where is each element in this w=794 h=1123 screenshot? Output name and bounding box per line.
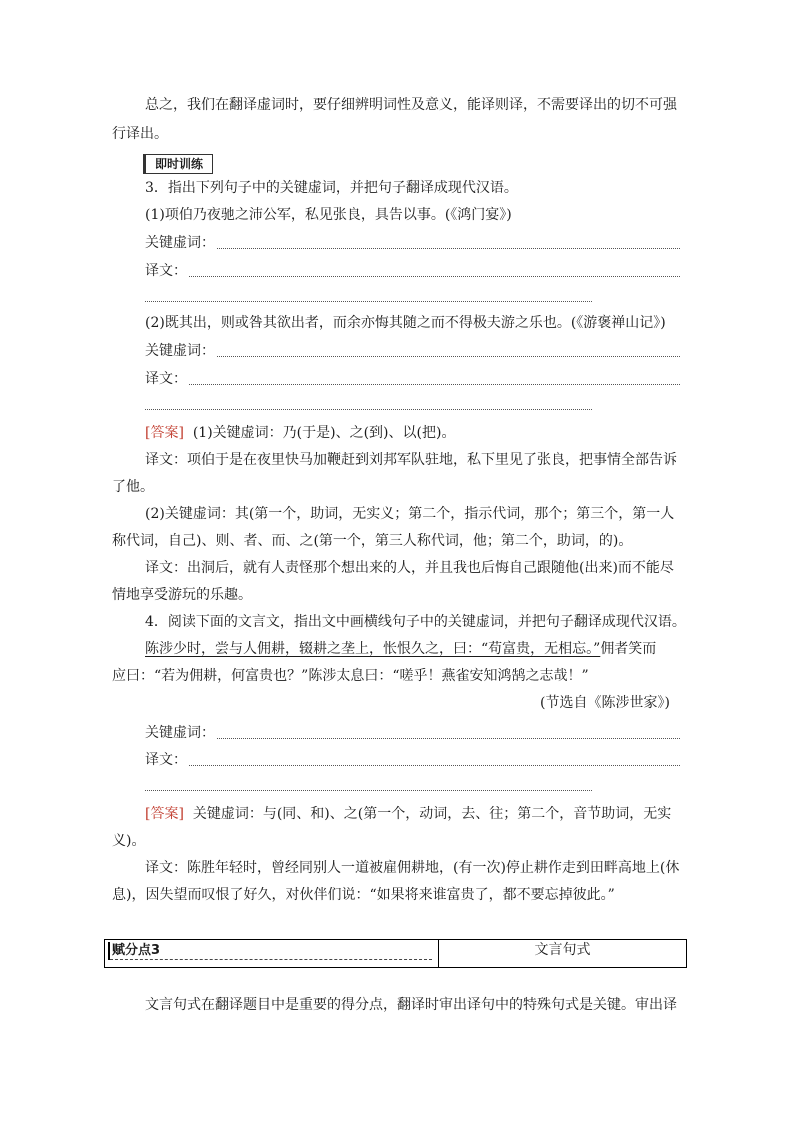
q3-sentence-2: (2)既其出，则或咎其欲出者，而余亦悔其随之而不得极夫游之乐也。(《游褒禅山记》): [145, 315, 666, 331]
q4-translation-blank: [189, 765, 680, 766]
intro-line-2: 行译出。: [112, 126, 168, 142]
q3-answer-2-translation-1: 译文：出洞后，就有人责怪那个想出来的人，并且我也后悔自己跟随他(出来)而不能尽: [145, 560, 674, 576]
q4-passage-line-2: 应曰：“若为佣耕，何富贵也？”陈涉太息曰：“嗟乎！燕雀安知鸿鹄之志哉！”: [112, 668, 589, 684]
section-label-cell: [105, 940, 439, 967]
q3-2-translation-blank: [189, 384, 680, 385]
q3-2-translation-label: 译文：: [145, 371, 187, 387]
q4-translation-blank-2: [145, 790, 592, 791]
q3-1-translation-blank: [189, 276, 680, 277]
q4-passage-rest: 佣者笑而: [600, 641, 657, 657]
q3-2-translation-blank-2: [145, 409, 592, 410]
q3-answer-2-keywords-1: (2)关键虚词：其(第一个，助词，无实义；第二个，指示代词，那个；第三个，第一人: [145, 506, 675, 522]
section-label: 赋分点3: [108, 942, 160, 960]
q3-stem: 3．指出下列句子中的关键虚词，并把句子翻译成现代汉语。: [145, 180, 518, 196]
q3-1-translation-label: 译文：: [145, 263, 187, 279]
q3-answer-1-translation-2: 了他。: [112, 479, 154, 495]
q4-stem: 4．阅读下面的文言文，指出文中画横线句子中的关键虚词，并把句子翻译成现代汉语。: [145, 614, 686, 630]
q3-1-keywords-blank: [217, 248, 680, 249]
q3-answer-1-translation-1: 译文：项伯于是在夜里快马加鞭赶到刘邦军队驻地，私下里见了张良，把事情全部告诉: [145, 452, 677, 468]
section-label-dash: [110, 959, 432, 960]
q3-1-keywords-label: 关键虚词：: [145, 235, 215, 251]
q3-answer-2-translation-2: 情地享受游玩的乐趣。: [112, 587, 252, 603]
q3-sentence-1: (1)项伯乃夜驰之沛公军，私见张良，具告以事。(《鸿门宴》): [145, 207, 512, 223]
outro-line: 文言句式在翻译题目中是重要的得分点，翻译时审出译句中的特殊句式是关键。审出译: [145, 997, 677, 1013]
q4-answer-keywords-2: 义)。: [112, 833, 146, 849]
answer-tag: [答案]: [145, 425, 184, 441]
q4-answer-line: [145, 804, 671, 824]
q3-answer-2-keywords-2: 称代词，自己)、则、者、而、之(第一个，第三人称代词，他；第二个，助词，的)。: [112, 533, 633, 549]
q4-source: (节选自《陈涉世家》): [540, 695, 670, 711]
intro-line-1: 总之，我们在翻译虚词时，要仔细辨明词性及意义，能译则译，不需要译出的切不可强: [145, 97, 677, 113]
section-title: 文言句式: [534, 942, 591, 958]
q4-answer-keywords-1: 关键虚词：与(同、和)、之(第一个，动词，去、往；第二个，音节助词，无实: [192, 806, 672, 822]
q4-underlined-sentence: 陈涉少时，尝与人佣耕，辍耕之垄上，怅恨久之，曰：“苟富贵，无相忘。”: [145, 641, 601, 657]
practice-tag: 即时训练: [143, 154, 213, 174]
q4-keywords-blank: [217, 738, 680, 739]
q3-answer-line: [145, 423, 455, 443]
q3-answer-1-keywords: (1)关键虚词：乃(于是)、之(到)、以(把)。: [192, 425, 456, 441]
q3-2-keywords-label: 关键虚词：: [145, 343, 215, 359]
answer-tag: [答案]: [145, 806, 184, 822]
q4-passage-line-1: [145, 639, 656, 659]
q3-1-translation-blank-2: [145, 301, 592, 302]
q4-translation-label: 译文：: [145, 752, 187, 768]
section-header-box: [104, 939, 687, 968]
q4-keywords-label: 关键虚词：: [145, 725, 215, 741]
q4-answer-translation-1: 译文：陈胜年轻时，曾经同别人一道被雇佣耕地，(有一次)停止耕作走到田畔高地上(休: [145, 860, 680, 876]
q4-answer-translation-2: 息)，因失望而叹恨了好久，对伙伴们说：“如果将来谁富贵了，都不要忘掉彼此。”: [112, 887, 615, 903]
q3-2-keywords-blank: [217, 356, 680, 357]
